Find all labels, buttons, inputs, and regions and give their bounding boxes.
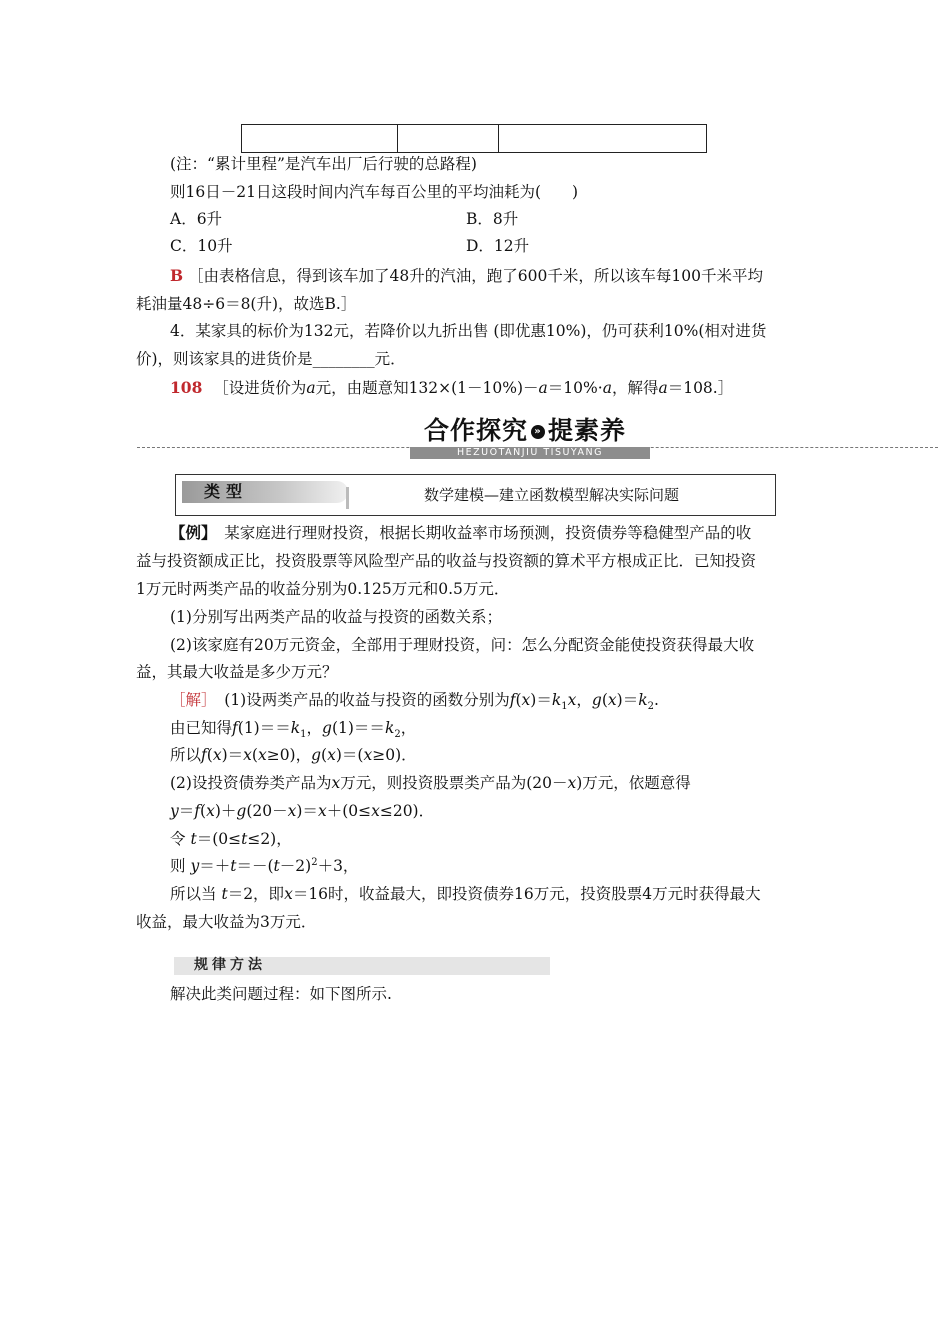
method-text: 解决此类问题过程：如下图所示. <box>170 985 392 1003</box>
answer-letter: B <box>170 266 184 285</box>
answer-value: 108 <box>170 378 203 397</box>
question4-line2: 价)，则该家具的进货价是________元． <box>136 350 406 368</box>
option-b: B．8升 <box>466 210 519 228</box>
type-box <box>175 474 776 516</box>
solution-line7: 则 $y=+t=-(t-2)^2+3$， <box>170 856 359 875</box>
example-q2-cont: 益，其最大收益是多少万元？ <box>136 663 338 681</box>
solution-line5: y＝f(x)＋g(20－x)＝x＋(0≤x≤20)． <box>170 802 435 820</box>
banner-title: 合作探究 » 提素养 <box>424 416 627 445</box>
solution-line2: 由已知得$f(1)==k_1$，$g(1)==k_2$， <box>170 719 417 741</box>
type-title: 数学建模—建立函数模型解决实际问题 <box>424 486 680 504</box>
option-c: C．10升 <box>170 237 233 255</box>
solution-line3: 所以f(x)＝x(x≥0)，g(x)＝(x≥0)． <box>170 746 417 764</box>
question4-answer-line: 108 ［设进货价为a元，由题意知132×(1－10%)－a＝10%·a，解得a＝108.］ <box>170 378 734 397</box>
answer-explanation: ［由表格信息，得到该车加了48升的汽油，跑了600千米，所以该车每100千米平均 <box>188 267 763 285</box>
example-line1: 【例】 某家庭进行理财投资，根据长期收益率市场预测，投资债券等稳健型产品的收 <box>170 523 752 542</box>
solution-line8: 所以当 t＝2，即x＝16时，收益最大，即投资债券16万元，投资股票4万元时获得最大 <box>170 885 761 903</box>
double-arrow-icon: » <box>531 425 545 439</box>
table-divider <box>397 125 398 152</box>
question4-line1: 4．某家具的标价为132元，若降价以九折出售 (即优惠10%)，仍可获利10%(相对进货 <box>170 322 767 340</box>
example-label: 【例】 <box>170 523 209 542</box>
banner-subtitle: HEZUOTANJIU TISUYANG <box>410 447 650 459</box>
solution-line6: 令 t＝(0≤t≤2)， <box>170 830 292 848</box>
method-label: 规律方法 <box>194 957 266 973</box>
option-a: A．6升 <box>170 210 223 228</box>
solution-line4: (2)设投资债券类产品为x万元，则投资股票类产品为(20－x)万元，依题意得 <box>170 774 691 792</box>
answer-blank: ________ <box>312 350 375 368</box>
solution-line9: 收益，最大收益为3万元． <box>136 913 317 931</box>
type-tag-divider <box>346 487 349 509</box>
method-bar <box>174 957 550 975</box>
example-q1: (1)分别写出两类产品的收益与投资的函数关系； <box>170 608 502 626</box>
question3-answer-line <box>170 266 763 286</box>
question3-stem: 则16日－21日这段时间内汽车每百公里的平均油耗为( ) <box>170 183 579 201</box>
example-q2: (2)该家庭有20万元资金，全部用于理财投资，问：怎么分配资金能使投资获得最大收 <box>170 636 755 654</box>
mileage-table-bottom-row <box>241 124 707 153</box>
option-d: D．12升 <box>466 237 530 255</box>
table-note: (注：“累计里程”是汽车出厂后行驶的总路程) <box>170 155 477 173</box>
answer-explanation-cont: 耗油量48÷6＝8(升)，故选B.］ <box>136 295 357 313</box>
section-banner <box>410 414 650 460</box>
example-line2: 益与投资额成正比，投资股票等风险型产品的收益与投资额的算术平方根成正比．已知投资 <box>136 552 757 570</box>
solution-label: ［解］ <box>170 691 209 709</box>
type-tag: 类型 <box>182 481 348 503</box>
solution-line1: ［解］ (1)设两类产品的收益与投资的函数分别为$f(x)=k_1x$，$g(x)=k_2$. <box>170 691 659 713</box>
example-line3: 1万元时两类产品的收益分别为0.125万元和0.5万元． <box>136 580 510 598</box>
table-divider <box>498 125 499 152</box>
